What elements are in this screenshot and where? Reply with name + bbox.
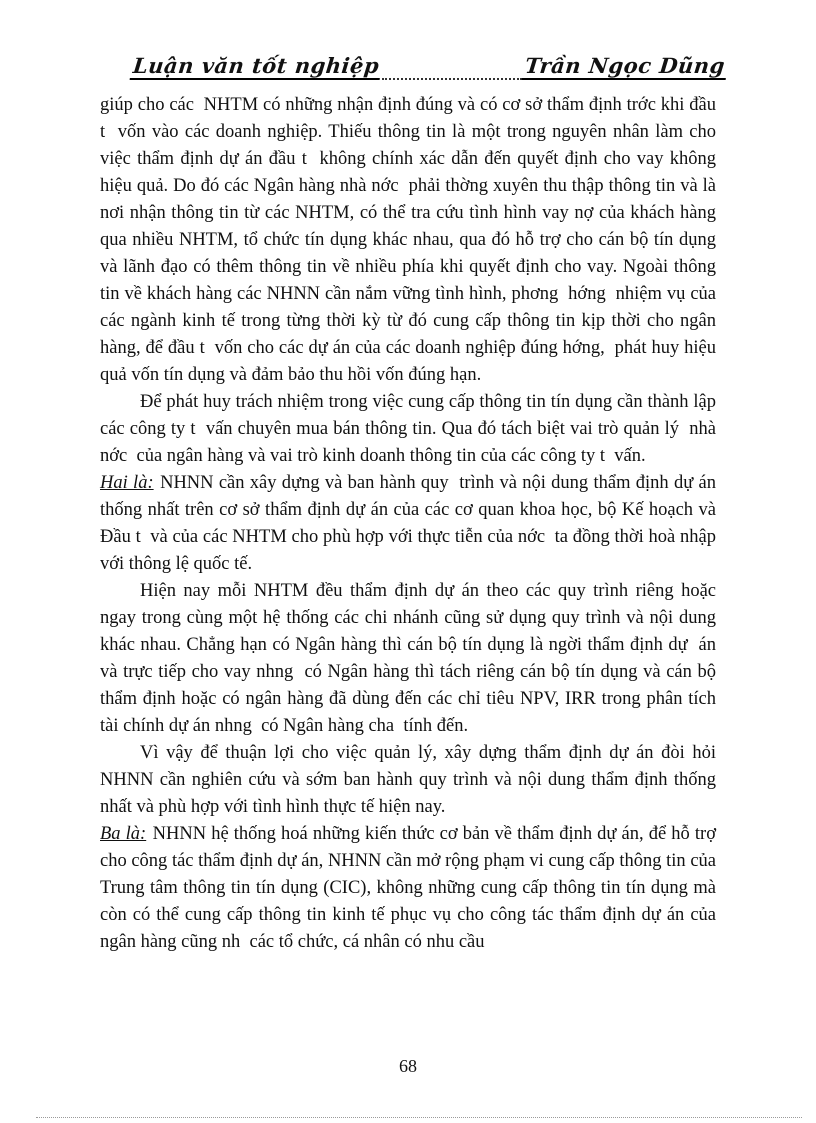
paragraph-text: Hiện nay mỗi NHTM đều thẩm định dự án theo các quy trình riêng hoặc ngay trong cùng một hệ thống các chi nhánh cũng sử dụng quy trình và nội dung khác nhau. Chẳng hạn có Ngân hàng thì cán bộ tín dụng là ngời thẩm định dự án và trực tiếp cho vay nhng có Ngân hàng thì tách riêng cán bộ tín dụng và cán bộ thẩm định hoặc có ngân hàng đã dùng đến các chỉ tiêu NPV, IRR trong phân tích tài chính dự án nhng có Ngân hàng cha tính đến. — [100, 581, 721, 736]
paragraph-text: NHNN hệ thống hoá những kiến thức cơ bản về thẩm định dự án, để hỗ trợ cho công tác thẩm định dự án, NHNN cần mở rộng phạm vi cung cấp thông tin của Trung tâm thông tin tín dụng (CIC), không những cung cấp thông tin tín dụng mà còn có thể cung cấp thông tin kinh tế phục vụ cho công tác thẩm định dự án của ngân hàng cũng nh các tổ chức, cá nhân có nhu cầu — [100, 824, 721, 952]
page-body — [100, 92, 726, 956]
body-paragraph-5 — [100, 740, 721, 821]
paragraph-text: Để phát huy trách nhiệm trong việc cung cấp thông tin tín dụng cần thành lập các công ty t vấn chuyên mua bán thông tin. Qua đó tách biệt vai trò quản lý nhà nớc của ngân hàng và vai trò kinh doanh thông tin của các công ty t vấn. — [100, 392, 721, 466]
page-header — [131, 48, 727, 80]
body-paragraph-6 — [100, 821, 721, 956]
paragraph-lead: Hai là: — [100, 473, 154, 493]
page-number: 68 — [399, 1056, 417, 1076]
header-right-text: Trần Ngọc Dũng — [522, 54, 729, 80]
body-paragraph-3 — [100, 470, 721, 578]
footer-rule — [36, 1117, 802, 1118]
body-paragraph-4 — [100, 578, 721, 740]
paragraph-text: NHNN cần xây dựng và ban hành quy trình và nội dung thẩm định dự án thống nhất trên cơ sở thẩm định dự án của các cơ quan khoa học, bộ Kế hoạch và Đầu t và của các NHTM cho phù hợp với thực tiễn của nớc ta đồng thời hoà nhập với thông lệ quốc tế. — [100, 473, 721, 574]
body-paragraph-1 — [100, 92, 726, 389]
paragraph-lead: Ba là: — [100, 824, 147, 844]
paragraph-text: giúp cho các NHTM có những nhận định đúng và có cơ sở thẩm định trớc khi đầu t vốn vào các doanh nghiệp. Thiếu thông tin là một trong nguyên nhân làm cho việc thẩm định dự án đầu t không chính xác dẫn đến quyết định cho vay không hiệu quả. Do đó các Ngân hàng nhà nớc phải thờng xuyên thu thập thông tin và là nơi nhận thông tin từ các NHTM, có thể tra cứu tình hình vay nợ của khách hàng qua nhiều NHTM, tổ chức tín dụng khác nhau, qua đó hỗ trợ cho cán bộ tín dụng và lãnh đạo có thêm thông tin về nhiều phía khi quyết định cho vay. Ngoài thông tin về khách hàng các NHNN cần nắm vững tình hình, phơng hớng nhiệm vụ của các ngành kinh tế trong từng thời kỳ từ đó cung cấp thông tin kịp thời cho ngân hàng, để đầu t vốn cho các dự án của các doanh nghiệp đúng hớng, phát huy hiệu quả vốn tín dụng và đảm bảo thu hồi vốn đúng hạn. — [100, 95, 726, 385]
header-left-text: Luận văn tốt nghiệp — [130, 54, 383, 80]
header-rule — [382, 77, 522, 80]
paragraph-text: Vì vậy để thuận lợi cho việc quản lý, xây dựng thẩm định dự án đòi hỏi NHNN cần nghiên cứu và sớm ban hành quy trình và nội dung thẩm định thống nhất và phù hợp với tình hình thực tế hiện nay. — [100, 743, 721, 817]
body-paragraph-2 — [100, 389, 721, 470]
